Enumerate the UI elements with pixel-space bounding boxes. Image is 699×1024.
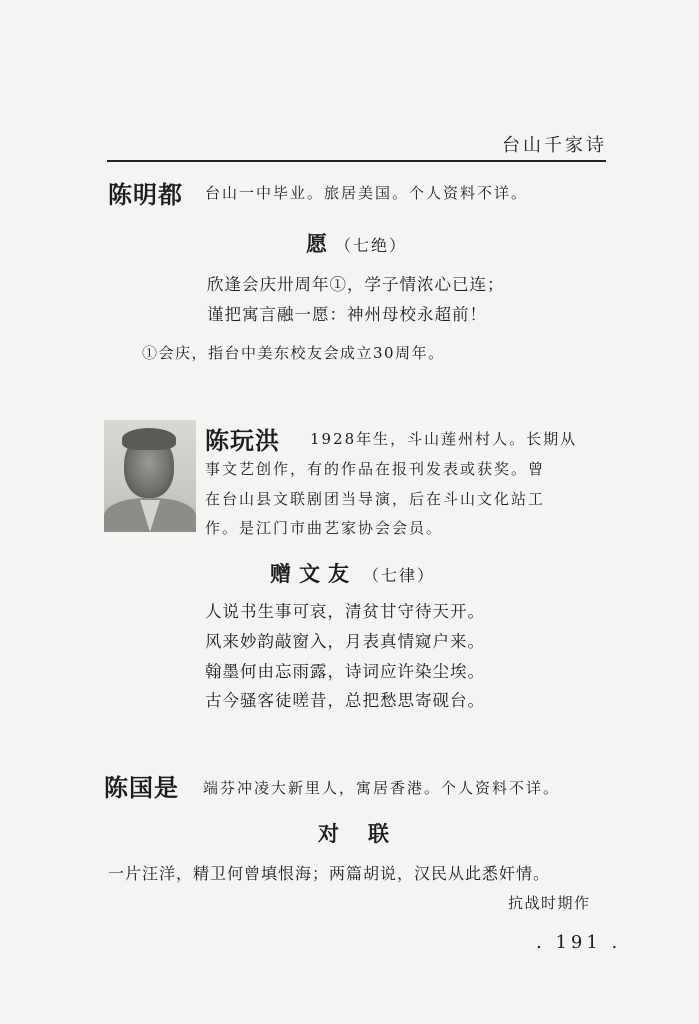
poet-bio-line: 事文艺创作，有的作品在报刊发表或获奖。曾 [205,460,546,478]
poet-bio: 端芬冲凌大新里人，寓居香港。个人资料不详。 [203,779,561,797]
poem-line: 古今骚客徒嗟昔，总把愁思寄砚台。 [205,691,485,710]
couplet-line: 一片汪洋，精卫何曾填恨海；两篇胡说，汉民从此悉奸情。 [108,864,551,883]
poem-title-text: 愿 [306,231,329,256]
poem-line: 人说书生事可哀，清贫甘守待天开。 [205,602,485,621]
poet-bio-line: 1928年生，斗山莲州村人。长期从 [310,430,578,448]
poem-line: 谨把寓言融一愿：神州母校永超前！ [207,305,487,324]
poem-line: 欣逢会庆卅周年①，学子情浓心已连； [207,275,505,294]
poem-form: （七绝） [335,236,408,255]
poem-line: 风来妙韵敲窗入，月表真情窥户来。 [205,632,485,651]
poem-title [306,228,407,258]
running-header: 台山千家诗 [502,135,607,156]
poem-title [270,558,435,588]
poem-title-text: 赠文友 [270,561,357,586]
footnote: ①会庆，指台中美东校友会成立30周年。 [142,344,445,362]
poem-form: （七律） [363,566,436,585]
poem-title: 对 联 [318,821,393,846]
poem-remark: 抗战时期作 [508,894,591,912]
poem-line: 翰墨何由忘雨露，诗词应许染尘埃。 [205,662,485,681]
poet-bio: 台山一中毕业。旅居美国。个人资料不详。 [205,184,529,202]
poet-name: 陈明都 [108,181,183,209]
page-number: . 191 . [536,932,622,953]
poet-name: 陈国是 [104,774,179,802]
poet-name: 陈玩洪 [205,427,280,455]
poet-bio-line: 作。是江门市曲艺家协会会员。 [205,519,444,537]
portrait-photo [104,420,196,532]
header-rule [107,160,606,162]
poet-bio-line: 在台山县文联剧团当导演，后在斗山文化站工 [205,490,546,508]
